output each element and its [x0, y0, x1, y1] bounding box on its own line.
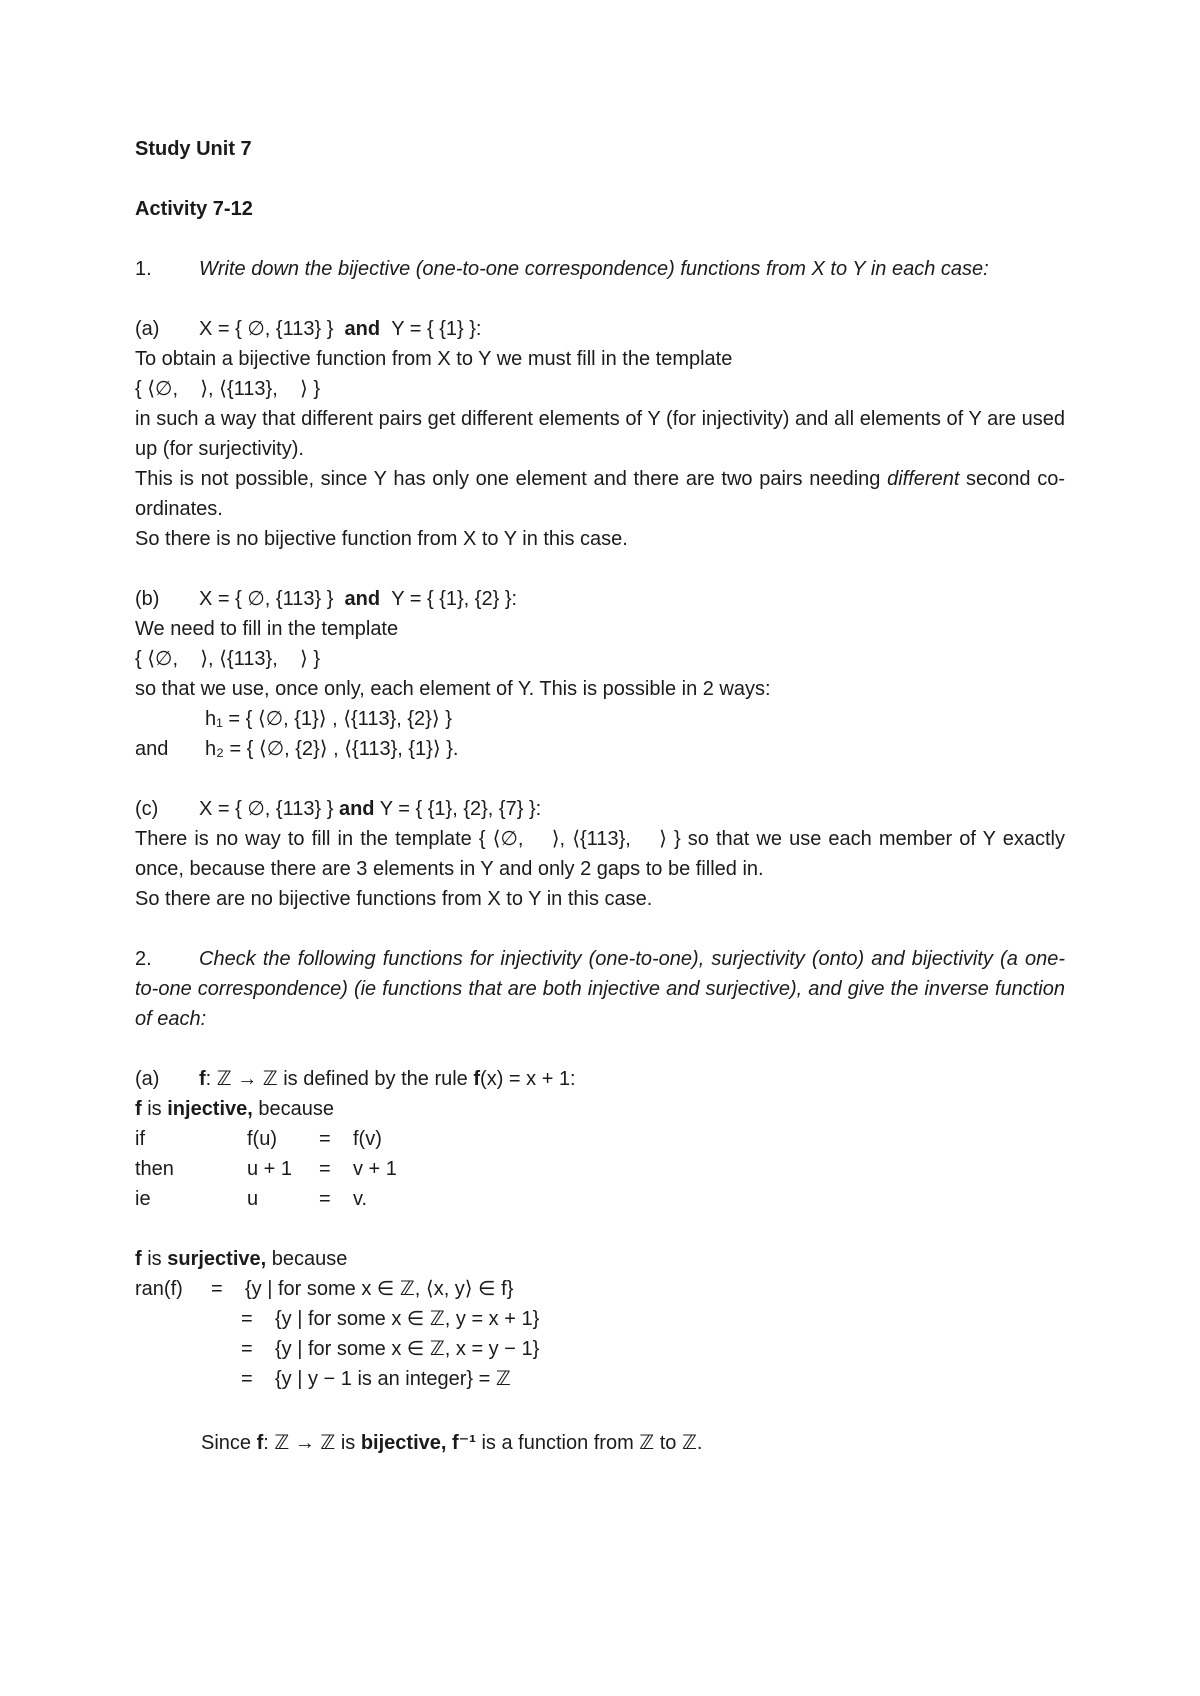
row-rhs: f(v): [353, 1128, 382, 1150]
h2-definition: h₂ = { ⟨∅, {2}⟩ , ⟨{113}, {1}⟩ }.: [205, 738, 459, 760]
equals-sign: =: [319, 1128, 331, 1150]
part-1a-label: (a): [135, 318, 160, 340]
derivation-row: [135, 1184, 1065, 1214]
range-row: [135, 1304, 1065, 1334]
row-rhs: v + 1: [353, 1158, 397, 1180]
equals-sign: =: [211, 1278, 223, 1300]
row-keyword: if: [135, 1128, 145, 1150]
part-1a-conclusion: So there is no bijective function from X to Y in this case.: [135, 528, 628, 550]
part-2a-heading: [135, 1064, 1065, 1094]
bijective-conclusion: Since f: ℤ → ℤ is bijective, f⁻¹ is a function from ℤ to ℤ.: [201, 1432, 703, 1454]
activity-title: Activity 7-12: [135, 198, 253, 220]
part-1a-template: { ⟨∅, ⟩, ⟨{113}, ⟩ }: [135, 378, 321, 400]
row-rhs: v.: [353, 1188, 368, 1210]
equals-sign: =: [241, 1338, 253, 1360]
part-1b-template: { ⟨∅, ⟩, ⟨{113}, ⟩ }: [135, 648, 321, 670]
range-content: {y | for some x ∈ ℤ, x = y − 1}: [275, 1338, 540, 1360]
range-derivation: [135, 1274, 1065, 1394]
row-lhs: u + 1: [247, 1158, 293, 1180]
row-lhs: u: [247, 1188, 259, 1210]
part-1b-sets: X = { ∅, {113} } and Y = { {1}, {2} }:: [199, 588, 518, 610]
derivation-row: [135, 1154, 1065, 1184]
answer-1a: [135, 314, 1065, 554]
range-content: {y | for some x ∈ ℤ, ⟨x, y⟩ ∈ f}: [245, 1278, 514, 1300]
part-1a-intro: To obtain a bijective function from X to Y we must fill in the template: [135, 348, 733, 370]
question-2-number: 2.: [135, 948, 152, 970]
part-2a-rule: f: ℤ → ℤ is defined by the rule f(x) = x + 1:: [199, 1068, 576, 1090]
study-unit-title: Study Unit 7: [135, 138, 252, 160]
answer-1b: [135, 584, 1065, 764]
range-label: [135, 1364, 241, 1394]
part-1c-label: (c): [135, 798, 159, 820]
row-lhs: f(u): [247, 1128, 277, 1150]
question-2: [135, 944, 1065, 1034]
part-1a-heading: [135, 314, 1065, 344]
part-1c-heading: [135, 794, 1065, 824]
part-1b-condition: so that we use, once only, each element of Y. This is possible in 2 ways:: [135, 678, 771, 700]
injective-claim: f is injective, because: [135, 1098, 335, 1120]
equals-sign: =: [319, 1188, 331, 1210]
part-1a-sets: X = { ∅, {113} } and Y = { {1} }:: [199, 318, 482, 340]
equals-sign: =: [241, 1368, 253, 1390]
question-1-text: Write down the bijective (one-to-one correspondence) functions from X to Y in each case:: [199, 258, 989, 280]
part-1b-heading: [135, 584, 1065, 614]
question-1-number: 1.: [135, 258, 152, 280]
part-1b-label: (b): [135, 588, 160, 610]
surjective-claim: f is surjective, because: [135, 1248, 348, 1270]
function-h1: [135, 704, 1065, 734]
range-row: [135, 1274, 1065, 1304]
range-content: {y | y − 1 is an integer} = ℤ: [275, 1368, 511, 1390]
h1-definition: h₁ = { ⟨∅, {1}⟩ , ⟨{113}, {2}⟩ }: [205, 708, 452, 730]
part-1c-conclusion: So there are no bijective functions from X to Y in this case.: [135, 888, 653, 910]
range-row: [135, 1334, 1065, 1364]
function-h2: [135, 734, 1065, 764]
answer-1c: [135, 794, 1065, 914]
equals-sign: =: [319, 1158, 331, 1180]
part-2a-label: (a): [135, 1068, 160, 1090]
range-row: [135, 1364, 1065, 1394]
question-1: [135, 254, 1065, 284]
row-keyword: ie: [135, 1188, 151, 1210]
and-label: and: [135, 738, 169, 760]
row-keyword: then: [135, 1158, 174, 1180]
question-2-text: Check the following functions for injectivity (one-to-one), surjectivity (onto) and bijectivity (a one-to-one correspondence) (ie functions that are both injective and surjective), and give the inverse function of each:: [135, 948, 1065, 1030]
part-1a-requirement: in such a way that different pairs get different elements of Y (for injectivity) and all elements of Y are used up (for surjectivity).: [135, 408, 1065, 460]
injectivity-derivation: [135, 1124, 1065, 1214]
part-1b-intro: We need to fill in the template: [135, 618, 399, 640]
range-label: [135, 1304, 241, 1334]
derivation-row: [135, 1124, 1065, 1154]
answer-2a: [135, 1064, 1065, 1458]
range-label: [135, 1334, 241, 1364]
part-1a-impossibility: This is not possible, since Y has only one element and there are two pairs needing different second co-ordinates.: [135, 468, 1066, 520]
range-content: {y | for some x ∈ ℤ, y = x + 1}: [275, 1308, 540, 1330]
equals-sign: =: [241, 1308, 253, 1330]
part-1c-sets: X = { ∅, {113} } and Y = { {1}, {2}, {7} }:: [199, 798, 542, 820]
range-label: ran(f): [135, 1278, 183, 1300]
part-1c-impossibility: There is no way to fill in the template { ⟨∅, ⟩, ⟨{113}, ⟩ } so that we use each member of Y exactly once, because there are 3 elements in Y and only 2 gaps to be filled in.: [135, 828, 1065, 880]
